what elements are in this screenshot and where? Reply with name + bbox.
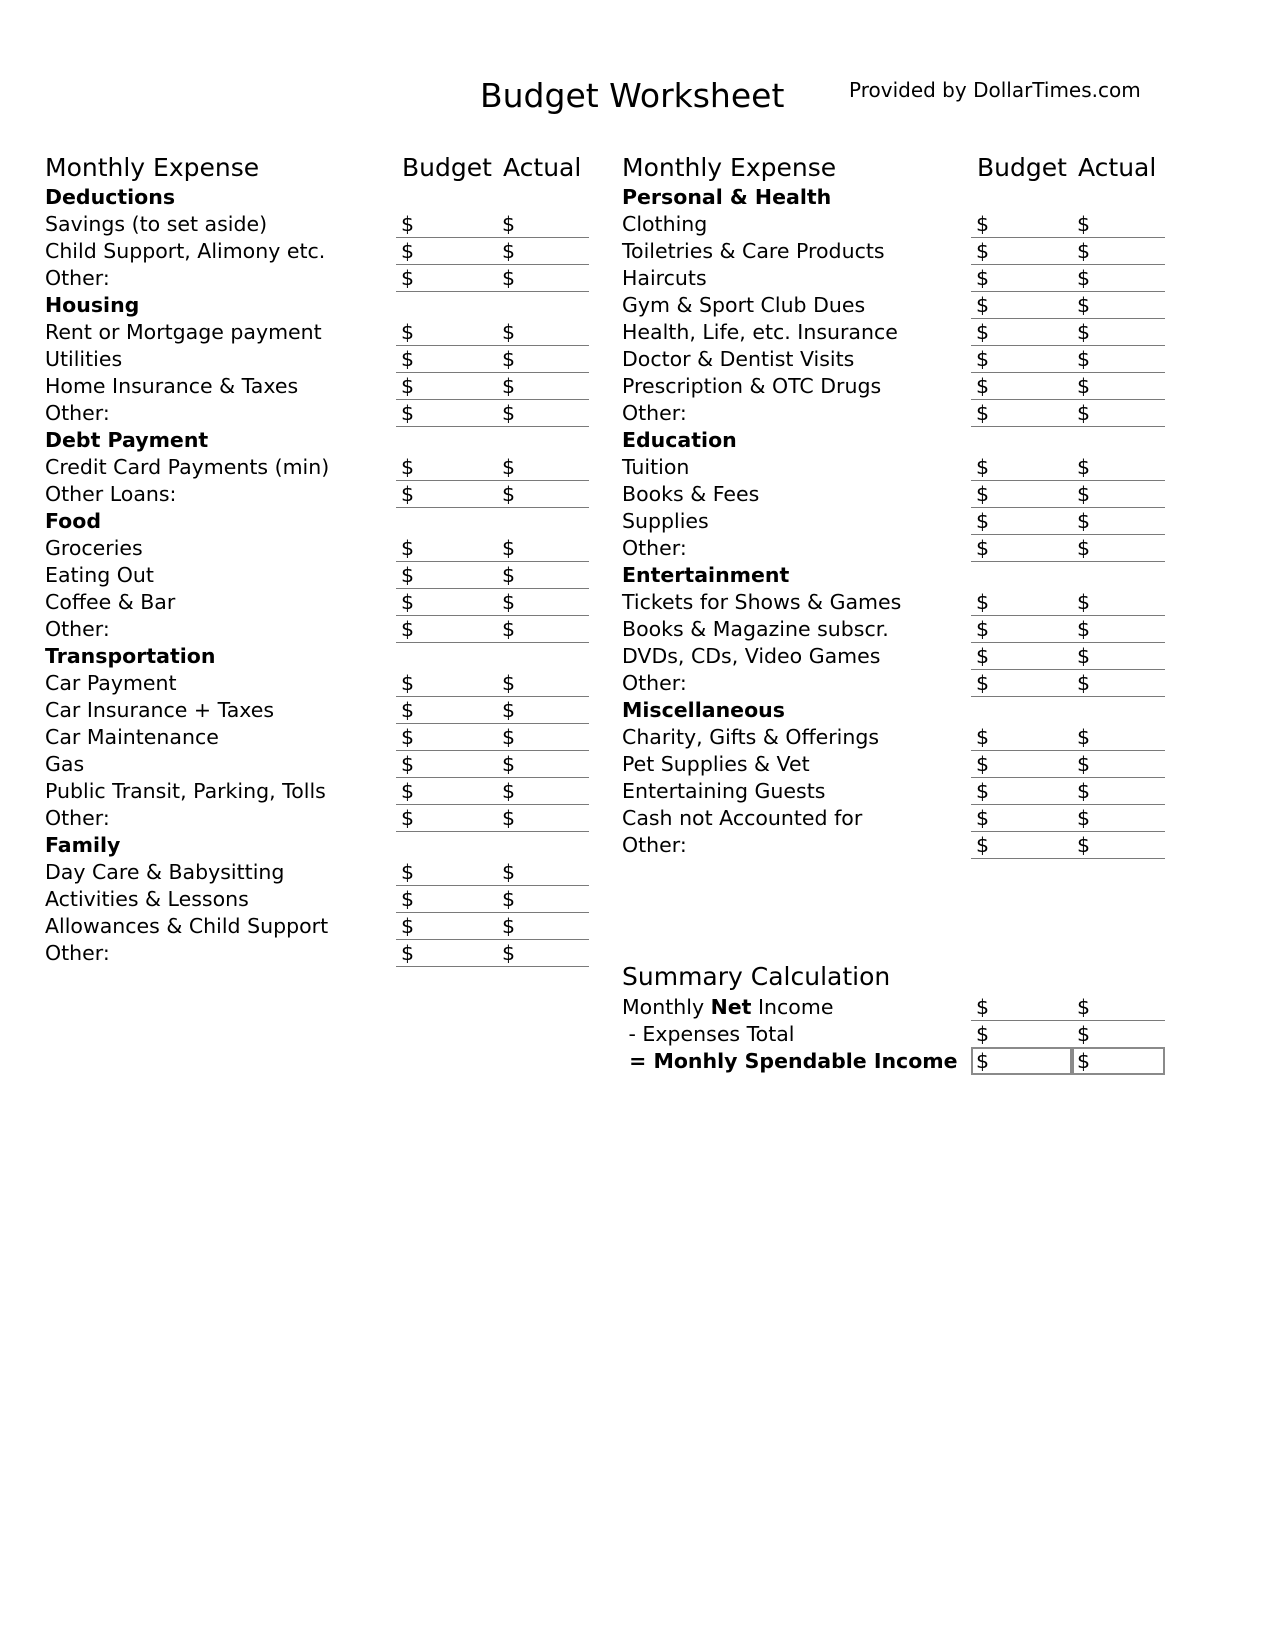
budget-heading: Budget (402, 153, 492, 182)
currency-symbol: $ (1077, 1022, 1091, 1046)
expense-label: Haircuts (622, 266, 707, 290)
expense-label: Tickets for Shows & Games (622, 590, 902, 614)
currency-symbol: $ (976, 644, 990, 668)
currency-symbol: $ (1077, 212, 1091, 236)
currency-symbol: $ (401, 455, 415, 479)
category-heading: Deductions (45, 185, 176, 209)
currency-symbol: $ (502, 806, 516, 830)
expense-label: Books & Fees (622, 482, 760, 506)
currency-symbol: $ (502, 887, 516, 911)
budget-amount-field[interactable] (971, 535, 1072, 562)
expense-label: Other: (45, 806, 110, 830)
currency-symbol: $ (401, 887, 415, 911)
currency-symbol: $ (401, 239, 415, 263)
currency-symbol: $ (976, 293, 990, 317)
currency-symbol: $ (1077, 806, 1091, 830)
currency-symbol: $ (401, 671, 415, 695)
currency-symbol: $ (976, 239, 990, 263)
actual-amount-field[interactable] (1072, 589, 1165, 616)
currency-symbol: $ (976, 509, 990, 533)
budget-amount-field[interactable] (971, 751, 1072, 778)
actual-amount-field[interactable] (1072, 265, 1165, 292)
budget-amount-field[interactable] (396, 724, 497, 751)
actual-heading: Actual (503, 153, 582, 182)
actual-amount-field[interactable] (497, 670, 589, 697)
actual-amount-field[interactable] (497, 481, 589, 508)
category-heading: Family (45, 833, 121, 857)
actual-amount-field[interactable] (497, 751, 589, 778)
expense-label: Charity, Gifts & Offerings (622, 725, 880, 749)
budget-amount-field[interactable] (971, 778, 1072, 805)
expense-label: Car Insurance + Taxes (45, 698, 275, 722)
expense-label: Home Insurance & Taxes (45, 374, 299, 398)
currency-symbol: $ (401, 941, 415, 965)
budget-amount-field[interactable] (396, 562, 497, 589)
actual-amount-field[interactable] (497, 940, 589, 967)
currency-symbol: $ (976, 752, 990, 776)
expense-label: Day Care & Babysitting (45, 860, 285, 884)
actual-amount-field[interactable] (1072, 346, 1165, 373)
net-income-bold: Net (710, 995, 752, 1019)
actual-amount-field[interactable] (497, 265, 589, 292)
budget-amount-field[interactable] (396, 400, 497, 427)
net-income-budget-cell[interactable] (971, 994, 1072, 1021)
currency-symbol: $ (502, 563, 516, 587)
budget-amount-field[interactable] (971, 400, 1072, 427)
currency-symbol: $ (1077, 725, 1091, 749)
budget-amount-field[interactable] (396, 211, 497, 238)
expense-label: Books & Magazine subscr. (622, 617, 889, 641)
expense-label: Cash not Accounted for (622, 806, 863, 830)
currency-symbol: $ (976, 590, 990, 614)
currency-symbol: $ (401, 266, 415, 290)
currency-symbol: $ (401, 698, 415, 722)
actual-amount-field[interactable] (497, 886, 589, 913)
currency-symbol: $ (502, 482, 516, 506)
actual-amount-field[interactable] (1072, 292, 1165, 319)
currency-symbol: $ (502, 698, 516, 722)
expense-label: Pet Supplies & Vet (622, 752, 810, 776)
expense-label: Entertaining Guests (622, 779, 826, 803)
actual-amount-field[interactable] (497, 859, 589, 886)
currency-symbol: $ (401, 212, 415, 236)
budget-amount-field[interactable] (396, 238, 497, 265)
currency-symbol: $ (976, 1049, 990, 1073)
expense-label: Clothing (622, 212, 708, 236)
expense-label: Other: (45, 617, 110, 641)
expense-label: Child Support, Alimony etc. (45, 239, 326, 263)
actual-amount-field[interactable] (497, 238, 589, 265)
budget-amount-field[interactable] (971, 373, 1072, 400)
currency-symbol: $ (502, 455, 516, 479)
expense-label: DVDs, CDs, Video Games (622, 644, 881, 668)
actual-amount-field[interactable] (1072, 211, 1165, 238)
page-title: Budget Worksheet (480, 76, 785, 115)
currency-symbol: $ (401, 725, 415, 749)
expense-label: Health, Life, etc. Insurance (622, 320, 898, 344)
expense-label: Activities & Lessons (45, 887, 249, 911)
net-income-label (622, 994, 833, 1021)
currency-symbol: $ (976, 995, 990, 1019)
expense-label: Car Payment (45, 671, 177, 695)
expense-label: Other: (622, 833, 687, 857)
actual-amount-field[interactable] (497, 454, 589, 481)
currency-symbol: $ (401, 617, 415, 641)
expense-label: Coffee & Bar (45, 590, 176, 614)
monthly-expense-heading: Monthly Expense (622, 153, 837, 182)
budget-amount-field[interactable] (396, 454, 497, 481)
expense-label: Groceries (45, 536, 143, 560)
budget-amount-field[interactable] (971, 670, 1072, 697)
currency-symbol: $ (1077, 320, 1091, 344)
budget-heading: Budget (977, 153, 1067, 182)
actual-amount-field[interactable] (1072, 319, 1165, 346)
actual-amount-field[interactable] (1072, 481, 1165, 508)
summary-calculation (622, 960, 1091, 1075)
budget-amount-field[interactable] (971, 238, 1072, 265)
actual-amount-field[interactable] (1072, 400, 1165, 427)
actual-amount-field[interactable] (1072, 670, 1165, 697)
currency-symbol: $ (401, 914, 415, 938)
actual-amount-field[interactable] (1072, 724, 1165, 751)
budget-amount-field[interactable] (396, 670, 497, 697)
currency-symbol: $ (1077, 779, 1091, 803)
currency-symbol: $ (1077, 347, 1091, 371)
budget-amount-field[interactable] (396, 346, 497, 373)
budget-amount-field[interactable] (396, 265, 497, 292)
currency-symbol: $ (401, 536, 415, 560)
actual-amount-field[interactable] (1072, 616, 1165, 643)
currency-symbol: $ (1077, 617, 1091, 641)
budget-amount-field[interactable] (396, 319, 497, 346)
provided-by-text: Provided by DollarTimes.com (849, 78, 1141, 102)
spendable-income-budget-cell[interactable] (971, 1047, 1072, 1075)
category-heading: Debt Payment (45, 428, 209, 452)
actual-amount-field[interactable] (1072, 751, 1165, 778)
currency-symbol: $ (1077, 293, 1091, 317)
currency-symbol: $ (1077, 833, 1091, 857)
currency-symbol: $ (502, 590, 516, 614)
expense-label: Other: (622, 536, 687, 560)
expense-label: Public Transit, Parking, Tolls (45, 779, 326, 803)
budget-amount-field[interactable] (971, 589, 1072, 616)
expense-label: Prescription & OTC Drugs (622, 374, 882, 398)
currency-symbol: $ (502, 860, 516, 884)
currency-symbol: $ (976, 536, 990, 560)
expenses-total-row (622, 1021, 1091, 1048)
currency-symbol: $ (976, 347, 990, 371)
budget-amount-field[interactable] (396, 535, 497, 562)
currency-symbol: $ (502, 725, 516, 749)
currency-symbol: $ (1077, 401, 1091, 425)
actual-amount-field[interactable] (1072, 832, 1165, 859)
actual-amount-field[interactable] (1072, 454, 1165, 481)
expense-label: Other: (45, 266, 110, 290)
expense-label: Other: (45, 401, 110, 425)
currency-symbol: $ (976, 671, 990, 695)
budget-amount-field[interactable] (971, 508, 1072, 535)
currency-symbol: $ (401, 806, 415, 830)
expense-label: Car Maintenance (45, 725, 219, 749)
currency-symbol: $ (401, 860, 415, 884)
currency-symbol: $ (976, 725, 990, 749)
currency-symbol: $ (502, 374, 516, 398)
actual-amount-field[interactable] (497, 211, 589, 238)
actual-amount-field[interactable] (1072, 373, 1165, 400)
expense-label: Supplies (622, 509, 709, 533)
actual-amount-field[interactable] (497, 373, 589, 400)
budget-amount-field[interactable] (971, 616, 1072, 643)
currency-symbol: $ (502, 752, 516, 776)
budget-amount-field[interactable] (396, 751, 497, 778)
monthly-expense-heading: Monthly Expense (45, 153, 260, 182)
currency-symbol: $ (401, 347, 415, 371)
budget-amount-field[interactable] (971, 211, 1072, 238)
budget-amount-field[interactable] (396, 913, 497, 940)
net-income-prefix: Monthly (622, 995, 711, 1019)
currency-symbol: $ (1077, 644, 1091, 668)
actual-amount-field[interactable] (1072, 535, 1165, 562)
actual-heading: Actual (1078, 153, 1157, 182)
expense-label: Gym & Sport Club Dues (622, 293, 866, 317)
actual-amount-field[interactable] (1072, 508, 1165, 535)
expenses-total-actual-cell[interactable] (1072, 1021, 1165, 1048)
actual-amount-field[interactable] (497, 346, 589, 373)
currency-symbol: $ (1077, 752, 1091, 776)
currency-symbol: $ (401, 563, 415, 587)
currency-symbol: $ (976, 374, 990, 398)
expense-label: Rent or Mortgage payment (45, 320, 322, 344)
expense-label: Other: (622, 671, 687, 695)
currency-symbol: $ (502, 320, 516, 344)
expense-label: Savings (to set aside) (45, 212, 268, 236)
currency-symbol: $ (502, 779, 516, 803)
budget-amount-field[interactable] (971, 454, 1072, 481)
category-heading: Transportation (45, 644, 216, 668)
budget-amount-field[interactable] (396, 697, 497, 724)
expense-label: Eating Out (45, 563, 154, 587)
currency-symbol: $ (1077, 995, 1091, 1019)
expense-label: Tuition (622, 455, 690, 479)
currency-symbol: $ (502, 536, 516, 560)
currency-symbol: $ (976, 617, 990, 641)
actual-amount-field[interactable] (497, 778, 589, 805)
spendable-income-label: = Monhly Spendable Income (622, 1049, 958, 1073)
actual-amount-field[interactable] (497, 589, 589, 616)
currency-symbol: $ (401, 752, 415, 776)
currency-symbol: $ (1077, 671, 1091, 695)
currency-symbol: $ (976, 806, 990, 830)
actual-amount-field[interactable] (497, 805, 589, 832)
expense-label: Other: (622, 401, 687, 425)
budget-amount-field[interactable] (396, 616, 497, 643)
expense-label: Other: (45, 941, 110, 965)
actual-amount-field[interactable] (497, 562, 589, 589)
currency-symbol: $ (976, 320, 990, 344)
budget-amount-field[interactable] (396, 373, 497, 400)
currency-symbol: $ (976, 266, 990, 290)
category-heading: Entertainment (622, 563, 790, 587)
currency-symbol: $ (976, 212, 990, 236)
currency-symbol: $ (502, 941, 516, 965)
expense-label: Credit Card Payments (min) (45, 455, 330, 479)
summary-title: Summary Calculation (622, 962, 891, 991)
currency-symbol: $ (1077, 455, 1091, 479)
currency-symbol: $ (1077, 509, 1091, 533)
category-heading: Miscellaneous (622, 698, 785, 722)
budget-amount-field[interactable] (396, 886, 497, 913)
budget-amount-field[interactable] (971, 481, 1072, 508)
spendable-income-row (622, 1048, 1091, 1075)
budget-amount-field[interactable] (396, 805, 497, 832)
currency-symbol: $ (976, 455, 990, 479)
category-heading: Personal & Health (622, 185, 832, 209)
category-heading: Food (45, 509, 102, 533)
currency-symbol: $ (1077, 374, 1091, 398)
currency-symbol: $ (401, 320, 415, 344)
actual-amount-field[interactable] (497, 616, 589, 643)
currency-symbol: $ (502, 347, 516, 371)
currency-symbol: $ (502, 617, 516, 641)
expenses-total-budget-cell[interactable] (971, 1021, 1072, 1048)
budget-amount-field[interactable] (971, 319, 1072, 346)
currency-symbol: $ (502, 914, 516, 938)
actual-amount-field[interactable] (1072, 778, 1165, 805)
budget-amount-field[interactable] (396, 589, 497, 616)
actual-amount-field[interactable] (1072, 805, 1165, 832)
expense-label: Toiletries & Care Products (622, 239, 885, 263)
budget-amount-field[interactable] (971, 643, 1072, 670)
currency-symbol: $ (1077, 1049, 1091, 1073)
currency-symbol: $ (1077, 590, 1091, 614)
currency-symbol: $ (502, 239, 516, 263)
actual-amount-field[interactable] (497, 535, 589, 562)
actual-amount-field[interactable] (497, 400, 589, 427)
currency-symbol: $ (401, 779, 415, 803)
budget-amount-field[interactable] (396, 481, 497, 508)
currency-symbol: $ (976, 401, 990, 425)
currency-symbol: $ (976, 833, 990, 857)
currency-symbol: $ (502, 266, 516, 290)
currency-symbol: $ (502, 671, 516, 695)
currency-symbol: $ (976, 779, 990, 803)
actual-amount-field[interactable] (497, 697, 589, 724)
currency-symbol: $ (1077, 266, 1091, 290)
spendable-income-actual-cell[interactable] (1072, 1047, 1165, 1075)
expense-label: Allowances & Child Support (45, 914, 329, 938)
currency-symbol: $ (401, 374, 415, 398)
expense-label: Gas (45, 752, 85, 776)
budget-amount-field[interactable] (396, 940, 497, 967)
budget-amount-field[interactable] (396, 778, 497, 805)
actual-amount-field[interactable] (1072, 238, 1165, 265)
currency-symbol: $ (1077, 536, 1091, 560)
actual-amount-field[interactable] (497, 319, 589, 346)
category-heading: Housing (45, 293, 140, 317)
category-heading: Education (622, 428, 737, 452)
currency-symbol: $ (401, 401, 415, 425)
currency-symbol: $ (502, 212, 516, 236)
currency-symbol: $ (1077, 482, 1091, 506)
budget-amount-field[interactable] (971, 292, 1072, 319)
budget-amount-field[interactable] (971, 346, 1072, 373)
currency-symbol: $ (401, 590, 415, 614)
expense-label: Other Loans: (45, 482, 177, 506)
budget-amount-field[interactable] (971, 832, 1072, 859)
currency-symbol: $ (401, 482, 415, 506)
budget-amount-field[interactable] (971, 724, 1072, 751)
currency-symbol: $ (502, 401, 516, 425)
budget-amount-field[interactable] (971, 805, 1072, 832)
actual-amount-field[interactable] (497, 913, 589, 940)
budget-amount-field[interactable] (971, 265, 1072, 292)
currency-symbol: $ (976, 482, 990, 506)
net-income-row (622, 994, 1091, 1021)
currency-symbol: $ (976, 1022, 990, 1046)
budget-amount-field[interactable] (396, 859, 497, 886)
currency-symbol: $ (1077, 239, 1091, 263)
net-income-suffix: Income (751, 995, 834, 1019)
expense-label: Doctor & Dentist Visits (622, 347, 855, 371)
actual-amount-field[interactable] (497, 724, 589, 751)
expense-label: Utilities (45, 347, 123, 371)
expenses-total-label: - Expenses Total (622, 1022, 795, 1046)
net-income-actual-cell[interactable] (1072, 994, 1165, 1021)
actual-amount-field[interactable] (1072, 643, 1165, 670)
